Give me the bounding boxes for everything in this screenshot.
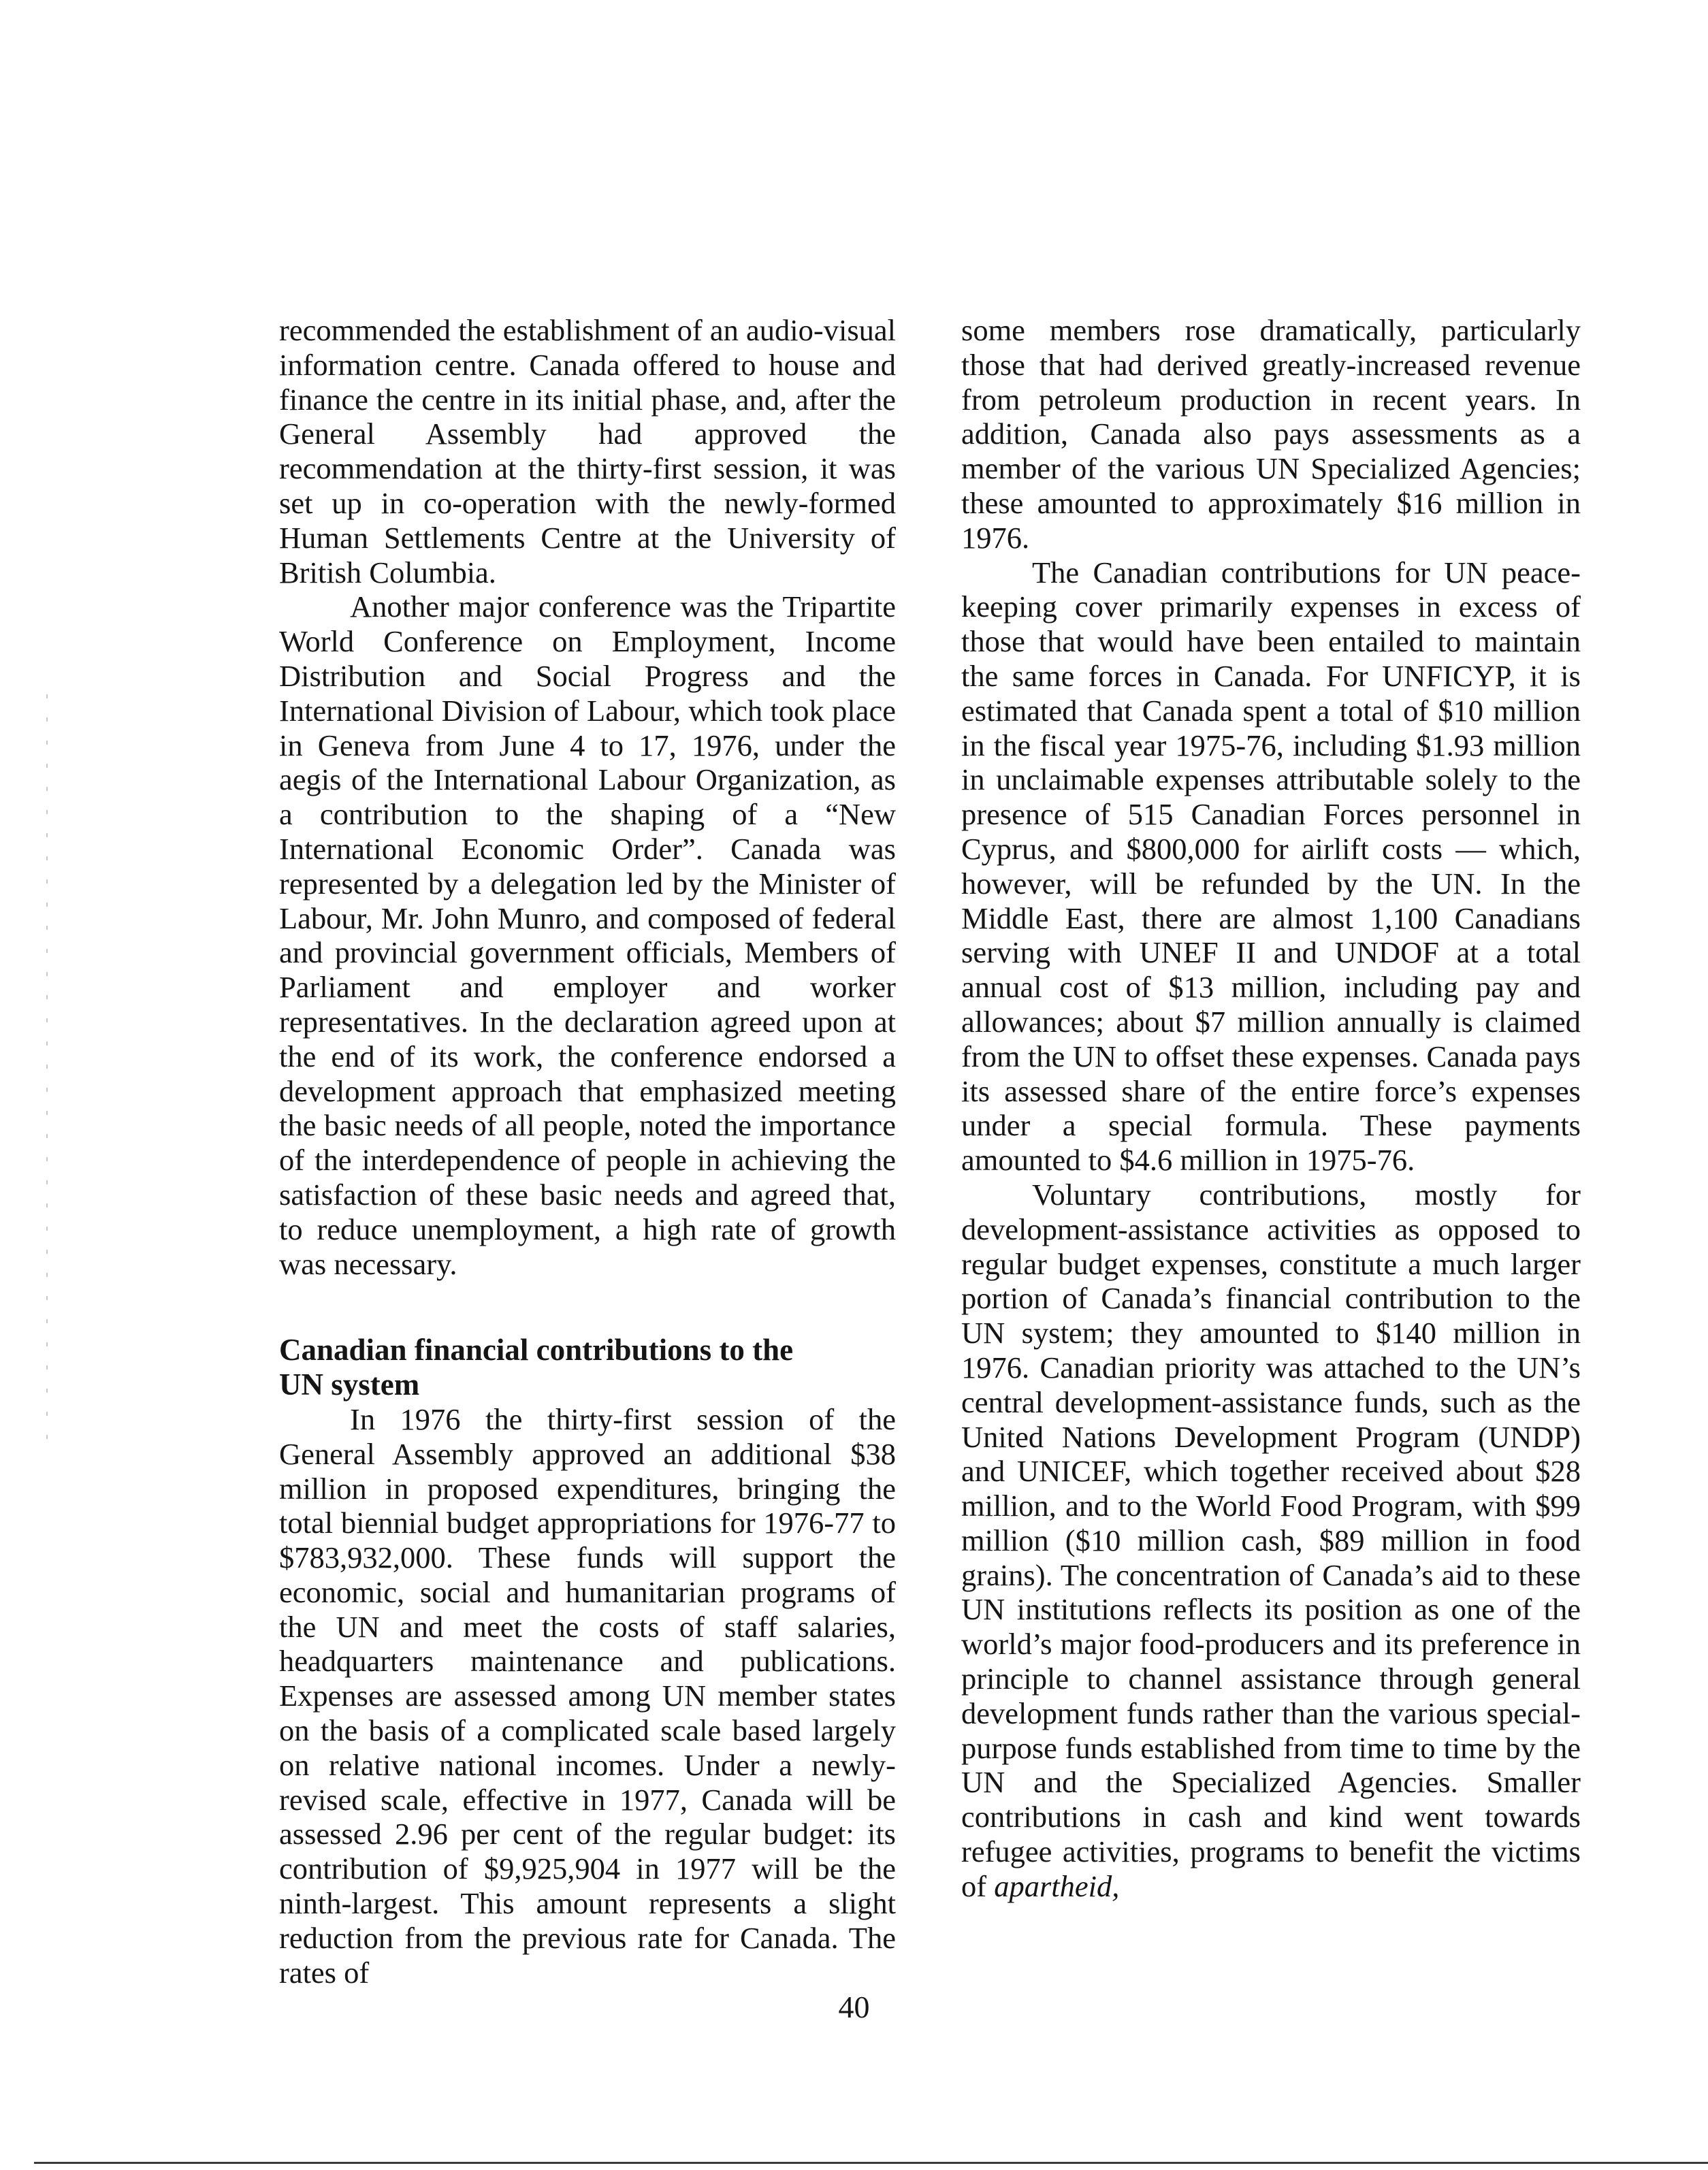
right-paragraph-3-italic-end: apartheid, [994,1868,1120,1903]
page-number: 40 [838,1990,870,2024]
section-heading: Canadian financial contributions to the UN system [279,1333,794,1402]
right-paragraph-2: The Canadian contributions for UN peace-keeping cover primarily expenses in excess of those that would have been entailed to maintain the same forces in Canada. For UNFICYP, it is estimated that Canada spent a total of $10 million in the fiscal year 1975-76, including $1.93 million in unclaimable expenses attributable solely to the presence of 515 Canadian Forces personnel in Cyprus, and $800,000 for airlift costs — which, however, will be refunded by the UN. In the Middle East, there are almost 1,100 Canadians serving with UNEF II and UNDOF at a total annual cost of $13 million, including pay and allowances; about $7 million annually is claimed from the UN to offset these expenses. Canada pays its assessed share of the entire force’s expenses under a special formula. These payments amounted to $4.6 million in 1975-76. [961,555,1581,1178]
left-paragraph-2: Another major conference was the Tripartite World Conference on Employment, Income Distribution and Social Progress and the International Division of Labour, which took place in Geneva from June 4 to 17, 1976, under the aegis of the International Labour Organization, as a contribution to the shaping of a “New International Economic Order”. Canada was represented by a delegation led by the Minister of Labour, Mr. John Munro, and composed of federal and provincial government officials, Members of Parliament and employer and worker representatives. In the declaration agreed upon at the end of its work, the conference endorsed a development approach that emphasized meeting the basic needs of all people, noted the importance of the interdependence of people in achieving the satisfaction of these basic needs and agreed that, to reduce unemployment, a high rate of growth was necessary. [279,589,896,1281]
left-paragraph-1: recommended the establishment of an audio-visual information centre. Canada offered to house and finance the centre in its initial phase, and, after the General Assembly had approved the recommendation at the thirty-first session, it was set up in co-operation with the newly-formed Human Settlements Centre at the University of British Columbia. [279,313,896,589]
right-paragraph-3: Voluntary contributions, mostly for development-assistance activities as opposed to regular budget expenses, constitute a much larger portion of Canada’s financial contribution to the UN system; they amounted to $140 million in 1976. Canadian priority was attached to the UN’s central development-assistance funds, such as the United Nations Development Program (UNDP) and UNICEF, which together received about $28 million, and to the World Food Program, with $99 million ($10 million cash, $89 million in food grains). The concentration of Canada’s aid to these UN institutions reflects its position as one of the world’s major food-producers and its preference in principle to channel assistance through general development funds rather than the various special-purpose funds established from time to time by the UN and the Specialized Agencies. Smaller contributions in cash and kind went towards refugee activities, programs to benefit the victims of [961,1177,1581,1903]
right-paragraph-3-container [961,1178,1581,1904]
scan-edge-marks [46,694,48,1443]
left-column [279,313,896,1990]
scan-bottom-edge [34,2162,1708,2164]
right-paragraph-1: some members rose dramatically, particularly those that had derived greatly-increased revenue from petroleum production in recent years. In addition, Canada also pays assessments as a member of the various UN Specialized Agencies; these amounted to approximately $16 million in 1976. [961,313,1581,555]
left-paragraph-3: In 1976 the thirty-first session of the General Assembly approved an additional $38 million in proposed expenditures, bringing the total biennial budget appropriations for 1976-77 to $783,932,000. These funds will support the economic, social and humanitarian programs of the UN and meet the costs of staff salaries, headquarters maintenance and publications. Expenses are assessed among UN member states on the basis of a complicated scale based largely on relative national incomes. Under a newly-revised scale, effective in 1977, Canada will be assessed 2.96 per cent of the regular budget: its contribution of $9,925,904 in 1977 will be the ninth-largest. This amount represents a slight reduction from the previous rate for Canada. The rates of [279,1402,896,1990]
right-column [961,313,1581,1904]
